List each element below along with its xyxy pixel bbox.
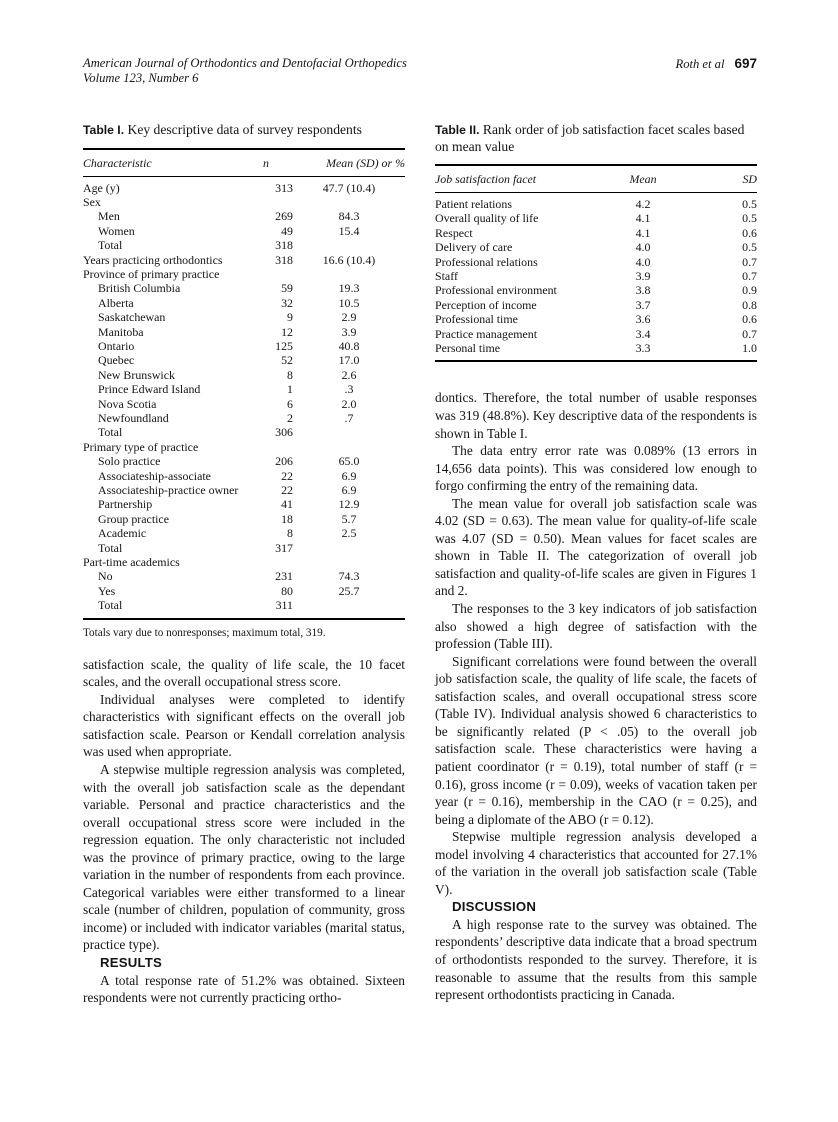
table1-label: Table I.	[83, 123, 125, 137]
table-row	[83, 569, 405, 583]
journal-name: American Journal of Orthodontics and Dentofacial Orthopedics	[83, 56, 407, 70]
table-row	[83, 483, 405, 497]
body-paragraph: A high response rate to the survey was obtained. The respondents’ descriptive data indicate that a broad spectrum of orthodontists responded to the survey. Therefore, it is reasonable to assume that the results from this sample represent orthodontists practicing in Canada.	[435, 916, 757, 1003]
row-value: 2.0	[341, 396, 357, 411]
table-row	[83, 454, 405, 468]
row-n: 18	[281, 511, 293, 526]
row-n: 231	[275, 569, 293, 584]
row-value	[293, 541, 405, 555]
table2-header-row	[435, 166, 757, 193]
row-n: 80	[281, 583, 293, 598]
row-n: 8	[287, 367, 293, 382]
row-label: Men	[98, 209, 120, 224]
column-header: n	[263, 155, 269, 170]
row-label: Professional environment	[435, 283, 557, 298]
row-label: Group practice	[98, 511, 169, 526]
table-row	[83, 296, 405, 310]
running-header	[83, 56, 757, 86]
row-value: 5.7	[341, 511, 357, 526]
table-row	[435, 312, 757, 326]
row-value: 65.0	[338, 454, 360, 469]
table1-caption	[83, 122, 405, 139]
row-mean: 3.3	[635, 341, 651, 356]
row-label: Delivery of care	[435, 240, 513, 255]
table-row	[435, 327, 757, 341]
row-value	[293, 555, 405, 569]
row-mean: 4.0	[635, 254, 651, 269]
column-header: Mean (SD) or %	[326, 155, 405, 170]
row-value: .3	[344, 382, 354, 397]
row-n: 318	[275, 238, 293, 253]
table-row	[83, 353, 405, 367]
row-value: 2.9	[341, 310, 357, 325]
body-paragraph: Stepwise multiple regression analysis developed a model involving 4 characteristics that accounted for 27.1% of the variation in the overall job satisfaction scale (Table V).	[435, 829, 757, 897]
row-label: Personal time	[435, 341, 501, 356]
row-mean: 4.1	[635, 211, 651, 226]
table-row	[83, 512, 405, 526]
table1	[83, 148, 405, 620]
row-n: 311	[275, 598, 293, 613]
table-row	[83, 555, 405, 569]
row-mean: 3.8	[635, 283, 651, 298]
table-row	[83, 411, 405, 425]
row-n: 52	[281, 353, 293, 368]
row-label: Years practicing orthodontics	[83, 252, 223, 267]
column-header: Job satisfaction facet	[435, 172, 537, 186]
page-content	[83, 122, 757, 1007]
row-n: 317	[275, 540, 293, 555]
row-n: 313	[275, 180, 293, 195]
row-sd: 0.8	[742, 297, 757, 312]
row-label: Sex	[83, 194, 101, 209]
row-label: Associateship-practice owner	[98, 483, 239, 498]
row-value	[293, 440, 405, 454]
row-n: 12	[281, 324, 293, 339]
row-value: 25.7	[338, 583, 360, 598]
row-label: Alberta	[98, 295, 134, 310]
table-row	[83, 310, 405, 324]
row-label: Nova Scotia	[98, 396, 157, 411]
row-label: Total	[98, 598, 123, 613]
table-row	[83, 368, 405, 382]
table-row	[83, 267, 405, 281]
row-label: Age (y)	[83, 180, 120, 195]
column-header: Mean	[629, 172, 657, 186]
journal-identification	[83, 56, 407, 86]
row-label: Perception of income	[435, 297, 537, 312]
table-row	[83, 440, 405, 454]
body-paragraph: A total response rate of 51.2% was obtained. Sixteen respondents were not currently practicing ortho-	[83, 972, 405, 1006]
table-row	[435, 197, 757, 211]
table-row	[435, 211, 757, 225]
table-row	[83, 584, 405, 598]
row-n: 306	[275, 425, 293, 440]
table-row	[435, 283, 757, 297]
row-mean: 3.6	[635, 312, 651, 327]
table-row	[83, 541, 405, 555]
column-header: SD	[742, 172, 757, 186]
row-n	[239, 440, 293, 454]
table-row	[435, 255, 757, 269]
body-paragraph: Individual analyses were completed to identify characteristics with significant effects on the overall job satisfaction scale. Pearson or Kendall correlation analysis was used when appropriate.	[83, 691, 405, 760]
row-sd: 0.5	[742, 240, 757, 255]
row-value: 6.9	[341, 468, 357, 483]
row-label: Professional time	[435, 312, 518, 327]
row-mean: 4.1	[635, 225, 651, 240]
table-row	[435, 240, 757, 254]
row-mean: 3.4	[635, 326, 651, 341]
left-body-text	[83, 656, 405, 1007]
row-value: 19.3	[338, 281, 360, 296]
table2-label: Table II.	[435, 123, 480, 137]
row-value: 2.5	[341, 526, 357, 541]
row-value: 6.9	[341, 483, 357, 498]
left-column	[83, 122, 405, 1007]
body-paragraph: The mean value for overall job satisfaction scale was 4.02 (SD = 0.63). The mean value for quality-of-life scale was 4.07 (SD = 0.50). Mean values for facet scales are shown in Table II. The categorization of overall job satisfaction and quality-of-life scales are given in Figures 1 and 2.	[435, 495, 757, 599]
row-value	[293, 267, 405, 281]
journal-volume: Volume 123, Number 6	[83, 71, 199, 85]
row-sd: 0.5	[742, 197, 757, 211]
row-mean: 4.2	[635, 197, 651, 211]
table-row	[83, 253, 405, 267]
table2-caption	[435, 122, 757, 155]
row-value: 10.5	[338, 295, 360, 310]
page-number: 697	[734, 56, 757, 71]
row-n: 32	[281, 295, 293, 310]
row-label: Manitoba	[98, 324, 144, 339]
right-column	[435, 122, 757, 1007]
table-row	[83, 339, 405, 353]
table-row	[83, 397, 405, 411]
row-label: Solo practice	[98, 454, 161, 469]
table-row	[435, 341, 757, 355]
row-label: Saskatchewan	[98, 310, 166, 325]
row-sd: 1.0	[742, 341, 757, 356]
table-row	[83, 209, 405, 223]
row-n: 22	[281, 483, 293, 498]
row-value	[293, 238, 405, 252]
running-head-right	[676, 56, 758, 72]
row-n	[239, 195, 293, 209]
results-heading: RESULTS	[100, 954, 162, 970]
row-label: Prince Edward Island	[98, 382, 201, 397]
row-n	[239, 555, 293, 569]
row-n: 59	[281, 281, 293, 296]
row-mean: 3.9	[635, 269, 651, 284]
row-value: 3.9	[341, 324, 357, 339]
row-value: 74.3	[338, 569, 360, 584]
body-paragraph: The responses to the 3 key indicators of job satisfaction also showed a high degree of satisfaction with the profession (Table III).	[435, 601, 757, 652]
body-paragraph: Significant correlations were found between the overall job satisfaction scale, the quality of life scale, the facets of satisfaction scales, and overall occupational stress score (Table IV). Individual analysis showed 6 characteristics to be significantly related (P < .05) to the overall job satisfaction scale. These characteristics were having a patient coordinator (r = 0.19), total number of staff (r = 0.16), gross income (r = 0.09), weeks of vacation taken per year (r = 0.16), membership in the CAO (r = 0.25), and being a diplomate of the ABO (r = 0.12).	[435, 653, 757, 827]
row-value: 47.7 (10.4)	[322, 180, 376, 195]
row-label: Quebec	[98, 353, 135, 368]
body-paragraph: satisfaction scale, the quality of life scale, the 10 facet scales, and the overall occupational stress score.	[83, 656, 405, 690]
row-label: No	[98, 569, 113, 584]
row-value: 17.0	[338, 353, 360, 368]
row-label: British Columbia	[98, 281, 181, 296]
row-sd: 0.7	[742, 326, 757, 341]
row-n: 6	[287, 396, 293, 411]
row-n: 206	[275, 454, 293, 469]
body-paragraph: dontics. Therefore, the total number of usable responses was 319 (48.8%). Key descriptive data of the respondents is shown in Table I.	[435, 390, 757, 441]
row-sd: 0.7	[742, 254, 757, 269]
row-label: New Brunswick	[98, 367, 175, 382]
row-label: Academic	[98, 526, 147, 541]
row-label: Total	[98, 540, 123, 555]
row-label: Total	[98, 425, 123, 440]
table1-header-row	[83, 150, 405, 177]
row-mean: 4.0	[635, 240, 651, 255]
row-label: Newfoundland	[98, 411, 169, 425]
row-label: Professional relations	[435, 254, 538, 269]
table-row	[435, 226, 757, 240]
row-sd: 0.6	[742, 312, 757, 327]
row-value	[293, 425, 405, 439]
row-n: 49	[281, 223, 293, 238]
row-n: 8	[287, 526, 293, 541]
row-n: 22	[281, 468, 293, 483]
row-label: Practice management	[435, 326, 538, 341]
table2	[435, 164, 757, 362]
row-n: 1	[287, 382, 293, 397]
row-sd: 0.6	[742, 225, 757, 240]
body-paragraph: The data entry error rate was 0.089% (13 errors in 14,656 data points). This was considered low enough to forgo confirming the entry of the remaining data.	[435, 443, 757, 494]
row-sd: 0.7	[742, 269, 757, 284]
row-label: Part-time academics	[83, 555, 180, 570]
table-row	[83, 281, 405, 295]
right-body-text	[435, 389, 757, 1003]
table-row	[83, 382, 405, 396]
row-label: Province of primary practice	[83, 266, 220, 281]
row-value	[293, 195, 405, 209]
row-label: Total	[98, 238, 123, 253]
table1-caption-text: Key descriptive data of survey respondents	[127, 122, 362, 137]
column-header: Characteristic	[83, 155, 152, 170]
row-n	[239, 267, 293, 281]
row-sd: 0.9	[742, 283, 757, 298]
table-row	[83, 497, 405, 511]
table2-caption-text: Rank order of job satisfaction facet scales based on mean value	[435, 122, 745, 154]
row-label: Patient relations	[435, 197, 512, 211]
table-row	[83, 238, 405, 252]
row-value: 2.6	[341, 367, 357, 382]
row-label: Ontario	[98, 338, 135, 353]
table-row	[83, 469, 405, 483]
row-label: Primary type of practice	[83, 439, 199, 454]
table-row	[83, 425, 405, 439]
row-n: 41	[281, 497, 293, 512]
row-label: Women	[98, 223, 135, 238]
row-n: 9	[287, 310, 293, 325]
discussion-heading: DISCUSSION	[452, 899, 537, 915]
row-n: 318	[275, 252, 293, 267]
row-value: 40.8	[338, 338, 360, 353]
table-row	[83, 195, 405, 209]
row-value: .7	[344, 411, 354, 425]
row-value: 84.3	[338, 209, 360, 224]
row-label: Partnership	[98, 497, 153, 512]
table-row	[435, 269, 757, 283]
table-row	[83, 598, 405, 612]
row-n: 125	[275, 338, 293, 353]
table-row	[83, 224, 405, 238]
table-row	[435, 298, 757, 312]
row-value: 16.6 (10.4)	[322, 252, 376, 267]
row-sd: 0.5	[742, 211, 757, 226]
row-value: 12.9	[338, 497, 360, 512]
row-label: Staff	[435, 269, 458, 284]
row-label: Overall quality of life	[435, 211, 539, 226]
row-label: Yes	[98, 583, 116, 598]
table-row	[83, 325, 405, 339]
table1-footnote: Totals vary due to nonresponses; maximum total, 319.	[83, 626, 326, 639]
row-label: Respect	[435, 225, 473, 240]
row-n: 269	[275, 209, 293, 224]
table-row	[83, 526, 405, 540]
row-mean: 3.7	[635, 297, 651, 312]
table-row	[83, 181, 405, 195]
body-paragraph: A stepwise multiple regression analysis was completed, with the overall job satisfaction scale as the dependant variable. Personal and practice characteristics and the overall occupational stress score were included in the regression equation. The only characteristic not included was the province of primary practice, owing to the large variation in the number of respondents from each province. Categorical variables were either transformed to a linear scale (number of children, population of community, gross income) or included with indicator variables (marital status, practice type).	[83, 761, 405, 953]
running-authors: Roth et al	[675, 57, 725, 71]
row-value: 15.4	[338, 223, 360, 238]
row-label: Associateship-associate	[98, 468, 211, 483]
row-n: 2	[287, 411, 293, 425]
row-value	[293, 598, 405, 612]
